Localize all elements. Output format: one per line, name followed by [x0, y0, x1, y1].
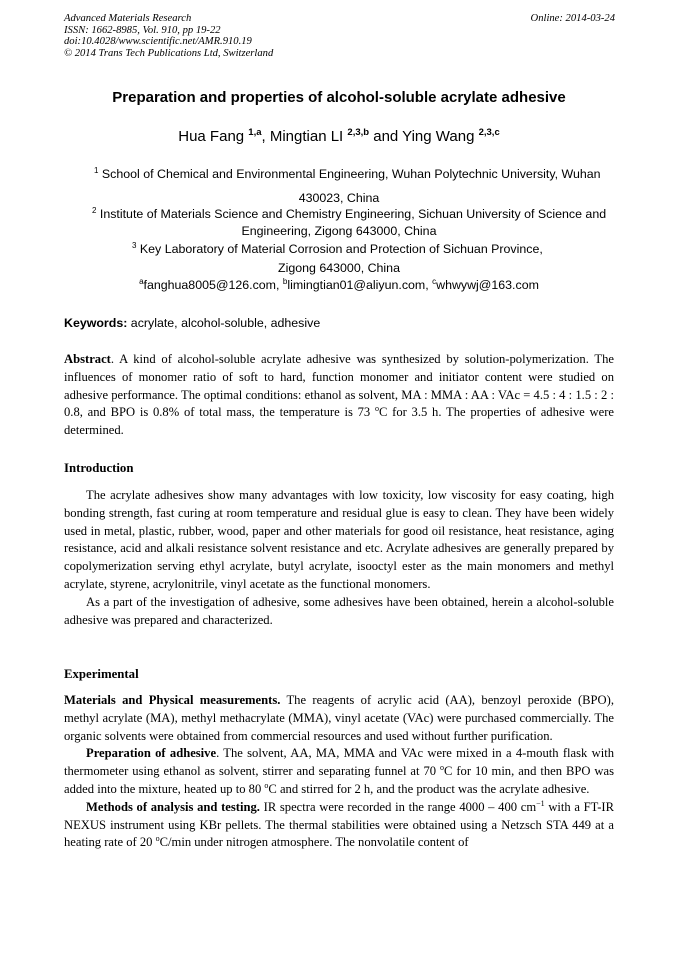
abstract-text-1: . A kind of alcohol-soluble acrylate adhesive was synthesized by solution-polymerization. The influences of monomer ratio of soft to hard, function monomer and initiator content were studied on adhesive performance. The optimal conditions: ethanol as solvent, MA : MMA : AA : VAc = 4.5 : 4 : 1.5 : 2 : 0.8, and BPO is 0.8% of total mass, the temperature is 73 — [64, 352, 614, 420]
affiliation-2-line-2: Engineering, Zigong 643000, China — [241, 224, 437, 238]
keywords — [64, 316, 320, 330]
experimental-body — [64, 692, 614, 852]
abstract — [64, 351, 614, 440]
author-1-affiliation-marker: 1,a — [248, 127, 262, 138]
paper-title: Preparation and properties of alcohol-soluble acrylate adhesive — [112, 89, 566, 106]
affiliation-3-text: Key Laboratory of Material Corrosion and Protection of Sichuan Province, — [136, 242, 543, 256]
wavenumber-unit-exponent: −1 — [536, 798, 545, 808]
affiliation-1-line-1 — [94, 165, 601, 183]
preparation-label: Preparation of adhesive — [86, 746, 217, 761]
email-c-marker: c — [432, 277, 437, 286]
introduction-body — [64, 487, 614, 629]
affiliation-3-marker: 3 — [132, 241, 137, 250]
author-2-name: , Mingtian LI — [261, 128, 348, 145]
materials-text: The reagents of acrylic acid (AA), benzoyl peroxide (BPO), methyl acrylate (MA), methyl methacrylate (MMA), vinyl acetate (VAc) were purchased commercially. The organic solvents were obtained from commercial resources and used without further purification. — [64, 693, 614, 743]
experimental-paragraph-2 — [64, 745, 614, 798]
email-line — [0, 276, 678, 294]
author-1-name: Hua Fang — [178, 128, 249, 145]
materials-label: Materials and Physical measurements. — [64, 693, 281, 707]
methods-text-1: IR spectra were recorded in the range 4000 – 400 cm — [259, 799, 537, 814]
email-b-marker: b — [282, 277, 288, 286]
journal-doi: doi:10.4028/www.scientific.net/AMR.910.19 — [64, 36, 252, 48]
author-3-affiliation-marker: 2,3,c — [478, 127, 500, 138]
preparation-text-2: C for 10 min, and then BPO was added into the mixture, heated up to 80 — [64, 764, 614, 796]
preparation-text-3: C and stirred for 2 h, and the product was the acrylate adhesive. — [268, 781, 590, 796]
email-c: whwywj@163.com — [436, 278, 539, 292]
methods-degree-mark: o — [155, 834, 160, 844]
affiliation-1-marker: 1 — [94, 166, 99, 175]
affiliation-1-line-2: 430023, China — [298, 191, 380, 205]
author-list — [0, 128, 678, 145]
author-3-name: and Ying Wang — [369, 128, 479, 145]
introduction-paragraph-2: As a part of the investigation of adhesive, some adhesives have been obtained, herein a alcohol-soluble adhesive was prepared and characterized. — [64, 594, 614, 627]
abstract-text-2: C for 3.5 h. The properties of adhesive were determined. — [64, 405, 614, 438]
affiliation-3-line-2: Zigong 643000, China — [278, 261, 400, 275]
journal-issn: ISSN: 1662-8985, Vol. 910, pp 19-22 — [64, 24, 221, 36]
affiliation-2-marker: 2 — [92, 206, 97, 215]
email-b: limingtian01@aliyun.com, — [287, 278, 433, 292]
introduction-heading: Introduction — [64, 461, 134, 475]
journal-name: Advanced Materials Research — [64, 13, 192, 24]
affiliation-2-text: Institute of Materials Science and Chemistry Engineering, Sichuan University of Science and — [96, 207, 607, 221]
methods-label: Methods of analysis and testing. — [86, 799, 260, 814]
methods-text-3: C/min under nitrogen atmosphere. The nonvolatile content of — [159, 835, 469, 850]
email-a: fanghua8005@126.com, — [143, 278, 283, 292]
preparation-degree-mark-2: o — [264, 780, 269, 790]
preparation-degree-mark-1: o — [440, 763, 444, 773]
email-a-marker: a — [139, 277, 144, 286]
abstract-label: Abstract — [64, 352, 111, 366]
keywords-text: acrylate, alcohol-soluble, adhesive — [127, 316, 321, 330]
online-date: Online: 2014-03-24 — [530, 13, 615, 24]
abstract-degree-mark: o — [374, 404, 379, 414]
preparation-text-1: . The solvent, AA, MA, MMA and VAc were mixed in a 4-mouth flask with thermometer using ethanol as solvent, stirrer and separating funnel at 70 — [64, 746, 614, 779]
journal-header — [64, 13, 615, 59]
experimental-paragraph-3 — [64, 799, 614, 852]
experimental-paragraph-1 — [64, 692, 614, 745]
affiliation-1-text: School of Chemical and Environmental Engineering, Wuhan Polytechnic University, Wuhan — [98, 167, 601, 181]
experimental-heading: Experimental — [64, 667, 139, 681]
author-2-affiliation-marker: 2,3,b — [347, 127, 370, 138]
affiliation-2-line-1 — [92, 205, 606, 223]
methods-text-2: with a FT-IR NEXUS instrument using KBr pellets. The thermal stabilities were obtained using a Netzsch STA 449 at a heating rate of 20 — [64, 799, 614, 850]
keywords-label: Keywords: — [64, 316, 128, 330]
introduction-paragraph-1: The acrylate adhesives show many advantages with low toxicity, low viscosity for easy coating, high bonding strength, fast curing at room temperature and residual glue is easy to clean. They have been widely used in metal, plastic, rubber, wood, paper and other materials for good oil resistance, heat resistance, aging resistance, acid and alkali resistance solvent resistance and etc. Acrylate adhesives are generally prepared by copolymerization serving ethyl acrylate, butyl acrylate, isooctyl ester as the main monomers and methyl acrylate, styrene, acrylonitrile, vinyl acetate as the functional monomers. — [64, 488, 614, 591]
journal-copyright: © 2014 Trans Tech Publications Ltd, Switzerland — [64, 47, 274, 59]
affiliation-3-line-1 — [132, 240, 543, 258]
